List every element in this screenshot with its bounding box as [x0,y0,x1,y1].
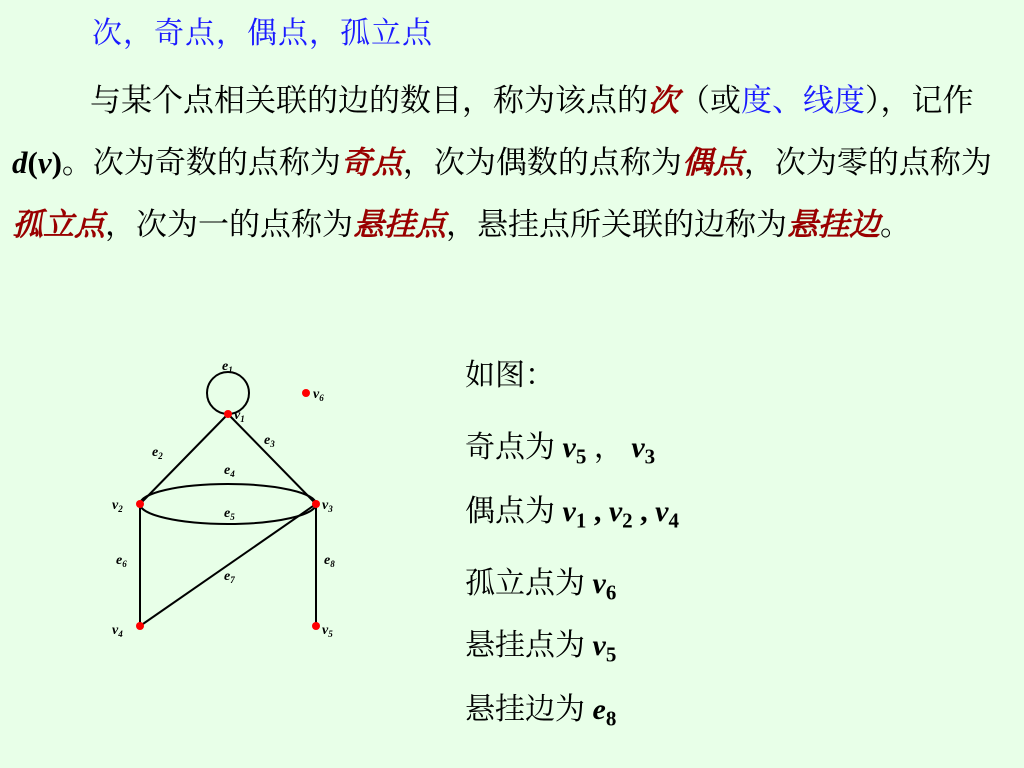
edge-e7 [140,504,316,626]
vertex-label-v4: $v_4$ [112,623,123,639]
vertex-v2 [136,500,144,508]
pendant-edge-line: 悬挂边为 $e_8$ [465,692,617,731]
edge-label-e8: $e_8$ [324,553,335,569]
odd-vertices-line: 奇点为 $v_5$ ， $v_3$ [465,430,656,469]
edge-e3 [228,414,316,504]
vertex-label-v2: $v_2$ [112,498,123,514]
vertex-v3 [312,500,320,508]
vertex-v5 [312,622,320,630]
edge-label-e7: $e_7$ [224,569,235,585]
term-xiandu: 线度 [803,83,865,119]
term-odd: 奇点 [340,145,403,181]
edge-label-e4: $e_4$ [224,463,235,479]
vertex-label-v6: $v_6$ [313,387,324,403]
term-degree: 次 [648,83,679,119]
vertex-label-v5: $v_5$ [322,623,333,639]
pendant-vertices-line: 悬挂点为 $v_5$ [465,628,617,667]
term-pendant-edge: 悬挂边 [787,207,880,243]
vertex-v1 [224,410,232,418]
edge-label-e3: $e_3$ [264,433,275,449]
term-du: 度 [741,83,772,119]
vertex-v4 [136,622,144,630]
term-even: 偶点 [681,145,744,181]
slide-title: 次，奇点，偶点，孤立点 [92,16,433,51]
edge-label-e2: $e_2$ [152,445,163,461]
edge-label-e1: $e_1$ [222,359,233,375]
vertex-v6 [302,389,310,397]
results-intro: 如图： [465,358,555,393]
graph-diagram [100,352,360,652]
edge-label-e6: $e_6$ [116,553,127,569]
vertex-label-v3: $v_3$ [322,498,333,514]
vertex-label-v1: $v_1$ [234,408,245,424]
term-pendant: 悬挂点 [353,207,446,243]
isolated-vertices-line: 孤立点为 $v_6$ [465,566,617,605]
even-vertices-line: 偶点为 $v_1$ , $v_2$ , $v_4$ [465,494,679,533]
term-isolated: 孤立点 [12,207,105,243]
definition-paragraph: 与某个点相关联的边的数目，称为该点的次（或度、线度），记作 d(v)。次为奇数的点称为奇点，次为偶数的点称为偶点，次为零的点称为孤立点，次为一的点称为悬挂点，悬挂点所关联的边称为悬挂边。 [12,83,992,243]
edge-label-e5: $e_5$ [224,506,235,522]
edge-e1-loop [207,372,249,414]
